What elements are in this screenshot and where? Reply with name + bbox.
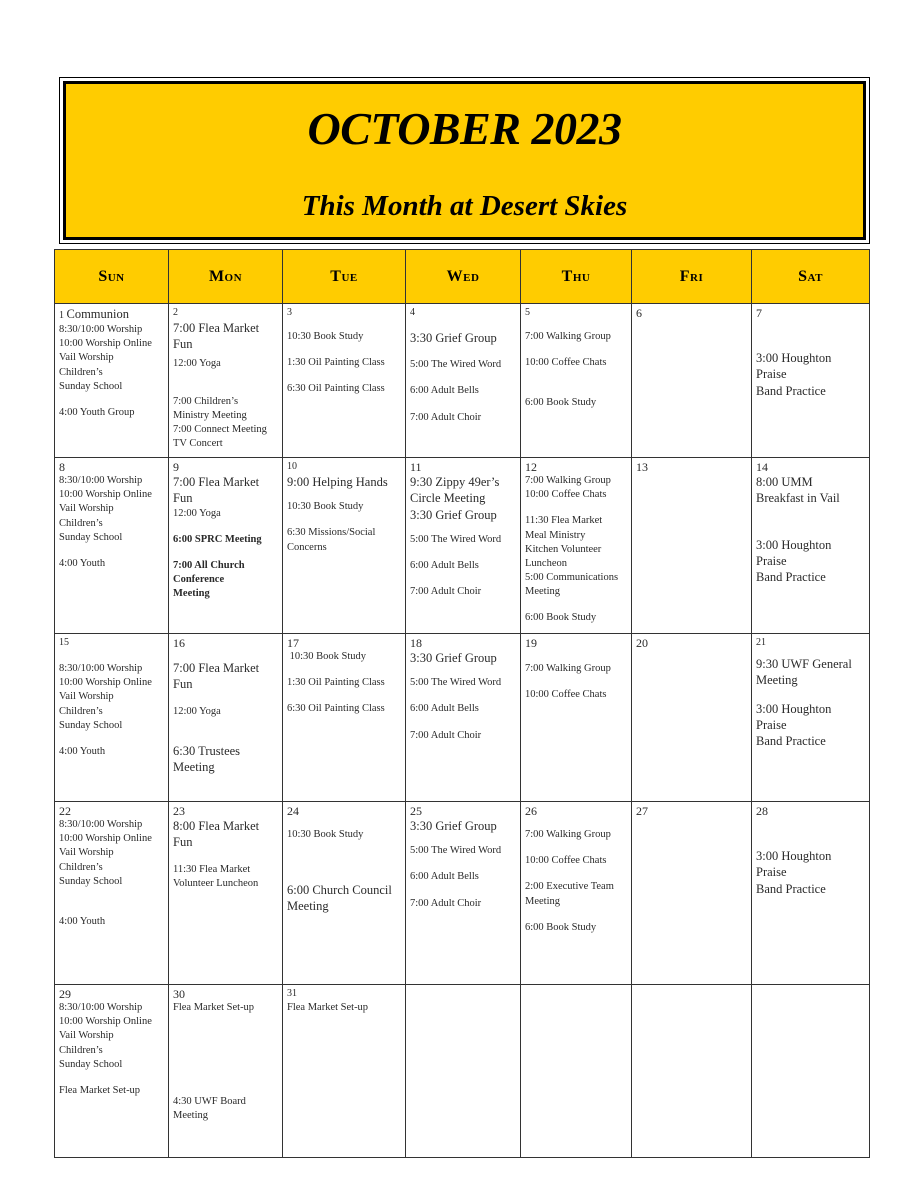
event: 4:00 Youth Group bbox=[59, 406, 135, 418]
day-cell bbox=[283, 304, 406, 458]
event: 9:00 Helping Hands bbox=[287, 475, 388, 489]
day-cell bbox=[169, 458, 283, 634]
event: 4:00 Youth bbox=[59, 745, 106, 757]
day-number: 20 bbox=[636, 636, 648, 650]
event: 6:00 Church Council Meeting bbox=[287, 883, 392, 914]
day-cell bbox=[283, 458, 406, 634]
event: 7:00 Flea Market Fun bbox=[173, 321, 260, 352]
weekday-fri: Fri bbox=[632, 250, 752, 304]
event: 11:30 Flea Market Meal Ministry Kitchen Volunteer Luncheon 5:00 Communications Meeting bbox=[525, 515, 619, 598]
weekday-mon: Mon bbox=[169, 250, 283, 304]
event: 9:30 UWF General Meeting bbox=[756, 657, 852, 688]
event: 12:00 Yoga bbox=[173, 357, 221, 369]
day-number: 7 bbox=[756, 306, 762, 320]
event: 6:00 SPRC Meeting bbox=[173, 533, 262, 545]
week-row bbox=[55, 802, 870, 985]
event: 5:00 The Wired Word bbox=[410, 845, 502, 857]
event: 8:30/10:00 Worship bbox=[59, 324, 143, 335]
event: 12:00 Yoga bbox=[173, 705, 221, 717]
event: 8:30/10:00 Worship 10:00 Worship Online Vail Worship Children’s Sunday School bbox=[59, 1002, 152, 1070]
day-number: 3 bbox=[287, 307, 292, 318]
day-cell bbox=[406, 634, 521, 802]
day-cell bbox=[752, 802, 870, 985]
event: 6:30 Trustees Meeting bbox=[173, 743, 241, 774]
event: 7:00 Flea Market Fun bbox=[173, 661, 260, 692]
event: 7:00 All Church Conference Meeting bbox=[173, 559, 245, 600]
week-row bbox=[55, 458, 870, 634]
day-cell bbox=[406, 304, 521, 458]
day-number: 17 bbox=[287, 636, 299, 650]
event: 5:00 The Wired Word bbox=[410, 677, 502, 689]
day-cell bbox=[169, 802, 283, 985]
day-cell bbox=[752, 985, 870, 1158]
day-number: 1 bbox=[59, 310, 64, 321]
header-panel bbox=[63, 81, 866, 240]
day-cell bbox=[169, 304, 283, 458]
day-number: 8 bbox=[59, 460, 65, 474]
day-cell bbox=[55, 304, 169, 458]
day-cell bbox=[283, 634, 406, 802]
day-cell bbox=[632, 304, 752, 458]
day-number: 6 bbox=[636, 306, 642, 320]
day-cell bbox=[752, 458, 870, 634]
day-number: 18 bbox=[410, 636, 422, 650]
event: 5:00 The Wired Word bbox=[410, 533, 502, 545]
day-cell bbox=[55, 985, 169, 1158]
day-cell bbox=[55, 634, 169, 802]
day-cell bbox=[521, 802, 632, 985]
event: 6:00 Adult Bells bbox=[410, 559, 479, 571]
day-number: 29 bbox=[59, 987, 71, 1001]
event: 6:00 Book Study bbox=[525, 921, 597, 933]
event: 4:00 Youth bbox=[59, 915, 106, 927]
day-number: 22 bbox=[59, 804, 71, 818]
event: 8:30/10:00 Worship bbox=[59, 663, 143, 674]
day-cell bbox=[632, 634, 752, 802]
week-row bbox=[55, 985, 870, 1158]
event: 10:00 Worship Online Vail Worship Children’s Sunday School bbox=[59, 338, 152, 392]
event: 6:00 Book Study bbox=[525, 397, 597, 409]
day-cell bbox=[521, 304, 632, 458]
event: 7:00 Flea Market Fun bbox=[173, 475, 260, 506]
day-cell bbox=[521, 458, 632, 634]
event: 4:30 UWF Board Meeting bbox=[173, 1096, 246, 1122]
day-cell bbox=[406, 458, 521, 634]
weekday-sun: Sun bbox=[55, 250, 169, 304]
day-number: 15 bbox=[59, 637, 69, 648]
event: 10:30 Book Study bbox=[287, 651, 367, 662]
event: 3:00 Houghton Praise Band Practice bbox=[756, 701, 832, 748]
day-number: 28 bbox=[756, 804, 768, 818]
header-banner bbox=[59, 77, 870, 244]
event: 3:30 Grief Group bbox=[410, 819, 497, 833]
day-number: 11 bbox=[410, 460, 422, 474]
event: 10:00 Worship Online Vail Worship Children’s Sunday School bbox=[59, 489, 152, 543]
event: 7:00 Walking Group bbox=[525, 331, 611, 342]
event: 7:00 Adult Choir bbox=[410, 586, 482, 598]
event: 6:00 Adult Bells bbox=[410, 703, 479, 715]
event: 8:00 UMM Breakfast in Vail bbox=[756, 475, 840, 506]
day-number: 21 bbox=[756, 637, 766, 648]
event: 3:30 Grief Group bbox=[410, 331, 497, 345]
day-cell bbox=[752, 304, 870, 458]
event: Flea Market Set-up bbox=[173, 1002, 255, 1013]
day-cell bbox=[283, 802, 406, 985]
event: 12:00 Yoga bbox=[173, 507, 221, 519]
event: 3:00 Houghton Praise Band Practice bbox=[756, 537, 832, 584]
weekday-wed: Wed bbox=[406, 250, 521, 304]
day-cell bbox=[55, 802, 169, 985]
event: 10:00 Coffee Chats bbox=[525, 357, 607, 369]
day-cell bbox=[55, 458, 169, 634]
day-number: 4 bbox=[410, 307, 415, 318]
event: Flea Market Set-up bbox=[59, 1084, 141, 1096]
day-number: 13 bbox=[636, 460, 648, 474]
event: 7:00 Adult Choir bbox=[410, 897, 482, 909]
event: 10:00 Worship Online Vail Worship Children’s Sunday School bbox=[59, 677, 152, 731]
event: 5:00 The Wired Word bbox=[410, 359, 502, 371]
day-number: 30 bbox=[173, 987, 185, 1001]
day-number: 24 bbox=[287, 804, 299, 818]
event: 7:00 Walking Group 10:00 Coffee Chats bbox=[525, 475, 611, 501]
day-number: 23 bbox=[173, 804, 185, 818]
event: 10:30 Book Study bbox=[287, 331, 364, 342]
day-number: 14 bbox=[756, 460, 768, 474]
day-number: 19 bbox=[525, 636, 537, 650]
day-number: 5 bbox=[525, 307, 530, 318]
day-cell bbox=[632, 802, 752, 985]
day-number: 16 bbox=[173, 636, 185, 650]
weekday-sat: Sat bbox=[752, 250, 870, 304]
event: 11:30 Flea Market Volunteer Luncheon bbox=[173, 863, 259, 889]
day-number: 12 bbox=[525, 460, 537, 474]
event: 8:30/10:00 Worship 10:00 Worship Online Vail Worship Children’s Sunday School bbox=[59, 819, 152, 887]
day-number: 31 bbox=[287, 988, 297, 999]
week-row bbox=[55, 304, 870, 458]
day-number: 25 bbox=[410, 804, 422, 818]
event: 7:00 Walking Group bbox=[525, 663, 611, 674]
day-number: 26 bbox=[525, 804, 537, 818]
event: 7:00 Adult Choir bbox=[410, 411, 482, 423]
event: 10:30 Book Study bbox=[287, 501, 364, 513]
day-cell bbox=[632, 985, 752, 1158]
event: 7:00 Adult Choir bbox=[410, 729, 482, 741]
day-cell bbox=[632, 458, 752, 634]
event: 3:00 Houghton Praise Band Practice bbox=[756, 351, 832, 398]
event: 3:00 Houghton Praise Band Practice bbox=[756, 849, 832, 896]
day-cell bbox=[169, 634, 283, 802]
day-number: 9 bbox=[173, 460, 179, 474]
event: Flea Market Set-up bbox=[287, 1002, 369, 1013]
page-title: OCTOBER 2023 bbox=[307, 103, 622, 154]
day-cell bbox=[521, 634, 632, 802]
day-number: 10 bbox=[287, 461, 297, 472]
page-subtitle: This Month at Desert Skies bbox=[301, 190, 628, 222]
day-cell bbox=[406, 802, 521, 985]
event: 3:30 Grief Group bbox=[410, 651, 497, 665]
event: 1:30 Oil Painting Class bbox=[287, 357, 385, 369]
event: 7:00 Children’s Ministry Meeting 7:00 Connect Meeting TV Concert bbox=[173, 395, 267, 450]
weekday-thu: Thu bbox=[521, 250, 632, 304]
day-cell bbox=[521, 985, 632, 1158]
calendar-grid bbox=[54, 249, 870, 1158]
weekday-tue: Tue bbox=[283, 250, 406, 304]
event: 2:00 Executive Team Meeting bbox=[525, 881, 614, 907]
event: 6:00 Book Study bbox=[525, 612, 597, 624]
event: 8:30/10:00 Worship bbox=[59, 475, 143, 486]
day-cell bbox=[752, 634, 870, 802]
event: 6:30 Oil Painting Class bbox=[287, 383, 385, 395]
event: 10:00 Coffee Chats bbox=[525, 855, 607, 867]
event: 6:00 Adult Bells bbox=[410, 871, 479, 883]
event: 6:30 Oil Painting Class bbox=[287, 703, 385, 715]
day-cell bbox=[283, 985, 406, 1158]
event: 6:00 Adult Bells bbox=[410, 385, 479, 397]
event: 9:30 Zippy 49er’s Circle Meeting 3:30 Grief Group bbox=[410, 475, 500, 522]
event: 10:00 Coffee Chats bbox=[525, 689, 607, 701]
event: 6:30 Missions/Social Concerns bbox=[287, 527, 376, 553]
event: 7:00 Walking Group bbox=[525, 829, 611, 840]
event: 1:30 Oil Painting Class bbox=[287, 677, 385, 689]
day-cell bbox=[169, 985, 283, 1158]
event: 8:00 Flea Market Fun bbox=[173, 819, 260, 850]
event: 4:00 Youth bbox=[59, 557, 106, 569]
day-number: 27 bbox=[636, 804, 648, 818]
day-number: 2 bbox=[173, 307, 178, 318]
day-cell bbox=[406, 985, 521, 1158]
event: 10:30 Book Study bbox=[287, 829, 364, 840]
weekday-header-row bbox=[55, 250, 870, 304]
week-row bbox=[55, 634, 870, 802]
day-title: Communion bbox=[66, 307, 130, 321]
